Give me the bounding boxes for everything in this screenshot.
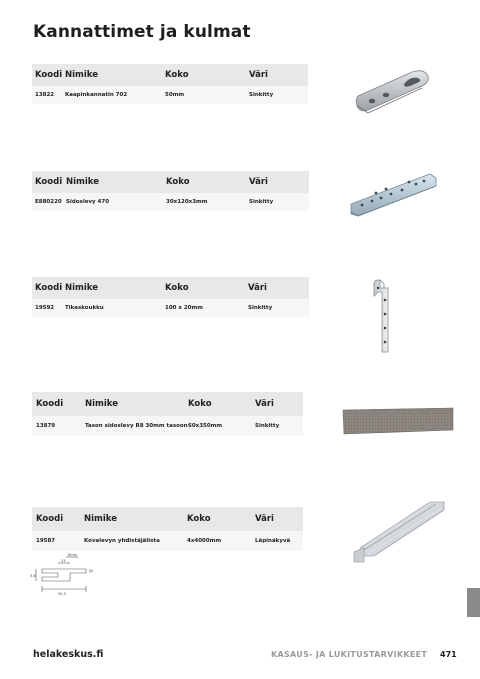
header-code: Koodi — [36, 514, 64, 524]
header-name: Nimike — [84, 514, 117, 524]
cell-color: Sinkitty — [249, 199, 274, 205]
cell-size: 100 x 20mm — [165, 305, 203, 311]
table-header — [32, 64, 308, 86]
table-row — [32, 193, 309, 211]
header-code: Koodi — [35, 283, 63, 293]
header-size: Koko — [166, 177, 190, 187]
profile-dimension-drawing — [30, 553, 98, 597]
table-row — [32, 86, 308, 104]
cell-name: Kaapinkannatin 702 — [65, 92, 128, 98]
header-color: Väri — [255, 399, 274, 409]
product-table-1 — [32, 64, 308, 104]
cell-name: Kovalevyn yhdistäjälista — [84, 538, 160, 544]
product-table-2 — [32, 171, 309, 211]
dim-total: 50,5 — [58, 592, 66, 596]
cell-code: 13879 — [36, 423, 56, 429]
cell-name: Tason sidoslevy R8 30mm tasoon — [85, 423, 188, 429]
dim-height: 5,6 — [30, 574, 36, 578]
header-name: Nimike — [66, 177, 99, 187]
cell-size: 4x4000mm — [187, 538, 222, 544]
header-code: Koodi — [35, 70, 63, 80]
cell-color: Sinkitty — [255, 423, 280, 429]
header-code: Koodi — [35, 177, 63, 187]
table-header — [32, 392, 303, 416]
long-joint-plate-image — [341, 406, 455, 436]
cell-size: 30x120x3mm — [166, 199, 208, 205]
cell-code: E880220 — [35, 199, 62, 205]
page-number: 471 — [440, 650, 457, 659]
table-header — [32, 507, 303, 531]
header-size: Koko — [187, 514, 211, 524]
joint-plate-image — [348, 170, 438, 220]
cell-name: Tikaskoukku — [65, 305, 104, 311]
table-header — [32, 277, 309, 299]
dim-width-top: 8mm — [68, 553, 78, 557]
page-title: Kannattimet ja kulmat — [33, 22, 251, 42]
cell-size: 50mm — [165, 92, 185, 98]
header-name: Nimike — [85, 399, 118, 409]
cell-color: Läpinäkyvä — [255, 538, 291, 544]
product-table-5 — [32, 507, 303, 551]
header-size: Koko — [188, 399, 212, 409]
dim-width-inner: 13 — [61, 559, 66, 563]
table-header — [32, 171, 309, 193]
header-name: Nimike — [65, 70, 98, 80]
board-joiner-strip-image — [350, 500, 446, 564]
product-table-4 — [32, 392, 303, 436]
header-color: Väri — [249, 70, 268, 80]
cell-color: Sinkitty — [248, 305, 273, 311]
table-row — [32, 531, 303, 551]
section-tab-marker — [467, 588, 480, 617]
footer-site-link[interactable]: helakeskus.fi — [33, 649, 104, 660]
header-size: Koko — [165, 70, 189, 80]
table-row — [32, 299, 309, 317]
footer-section-title: KASAUS- JA LUKITUSTARVIKKEET — [271, 650, 428, 659]
cell-color: Sinkitty — [249, 92, 274, 98]
cell-name: Sidoslevy 470 — [66, 199, 110, 205]
cell-size: 60x350mm — [188, 423, 223, 429]
cell-code: 19592 — [35, 305, 55, 311]
table-row — [32, 416, 303, 436]
ladder-hook-image — [368, 278, 398, 354]
product-table-3 — [32, 277, 309, 317]
header-code: Koodi — [36, 399, 64, 409]
header-color: Väri — [255, 514, 274, 524]
dim-depth: 4 — [91, 569, 94, 573]
header-name: Nimike — [65, 283, 98, 293]
cell-code: 13822 — [35, 92, 55, 98]
header-color: Väri — [249, 177, 268, 187]
cabinet-hanger-image — [352, 66, 432, 114]
cell-code: 19587 — [36, 538, 56, 544]
header-color: Väri — [248, 283, 267, 293]
header-size: Koko — [165, 283, 189, 293]
